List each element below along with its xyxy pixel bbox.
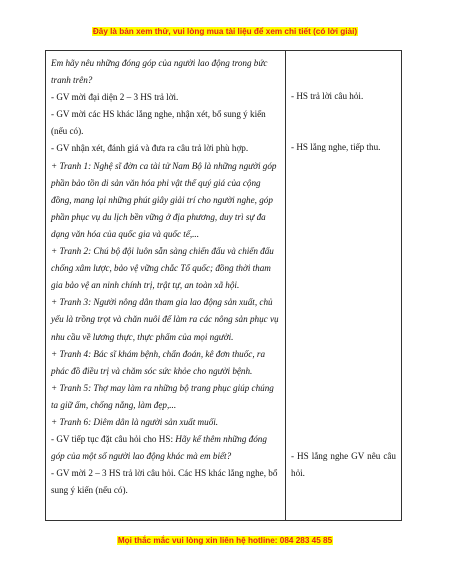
hotline-banner [0,536,450,545]
teacher-activities-column [46,51,286,520]
teacher-invite: - GV mời đại diện 2 – 3 HS trả lời. [51,92,179,103]
lesson-table [45,50,402,521]
preview-notice-banner [0,27,450,36]
picture-3-answer: + Tranh 3: Người nông dân tham gia lao động sản xuất, chủ yếu là trồng trọt và chăn nuôi để làm ra các nông sản phục vụ nhu cầu về lương thực, thực phẩm của mọi người. [51,297,279,342]
picture-4-answer: + Tranh 4: Bác sĩ khám bệnh, chẩn đoán, kê đơn thuốc, ra phác đồ điều trị và chăm sóc sức khỏe cho người bệnh. [51,348,266,376]
teacher-followup [51,431,281,465]
teacher-conclude: - GV nhận xét, đánh giá và đưa ra câu trả lời phù hợp. [51,143,249,154]
picture-6-answer: + Tranh 6: Diêm dân là người sản xuất muối. [51,416,219,427]
teacher-question: Em hãy nêu những đóng góp của người lao động trong bức tranh trên? [51,58,268,86]
student-listen: - HS lắng nghe, tiếp thu. [291,142,381,152]
hotline-text: Mọi thắc mắc vui lòng xin liên hệ hotline: 084 283 45 85 [117,536,333,545]
student-answer: - HS trả lời câu hỏi. [291,91,364,101]
followup-prefix: - GV tiếp tục đặt câu hỏi cho HS: [51,434,176,445]
teacher-invite-others: - GV mời các HS khác lắng nghe, nhận xét, bổ sung ý kiến (nếu có). [51,109,266,137]
student-listen-teacher: - HS lắng nghe GV nêu câu hỏi. [291,451,396,479]
picture-2-answer: + Tranh 2: Chú bộ đội luôn sẵn sàng chiến đấu và chiến đấu chống xâm lược, bảo vệ vững chắc Tổ quốc; đồng thời tham gia bảo vệ an ninh chính trị, trật tự, an toàn xã hội. [51,246,274,291]
followup-question: Hãy kể thêm những đóng góp của một số người lao động khác mà em biết? [51,434,267,462]
student-activities-column [286,51,401,520]
teacher-last-instruction: - GV mời 2 – 3 HS trả lời câu hỏi. Các HS khác lắng nghe, bổ sung ý kiến (nếu có). [51,468,278,496]
picture-5-answer: + Tranh 5: Thợ may làm ra những bộ trang phục giúp chúng ta giữ ấm, chống nắng, làm đẹp,... [51,382,274,410]
picture-1-answer: + Tranh 1: Nghệ sĩ đờn ca tài tử Nam Bộ là những người góp phần bảo tồn di sản văn hóa phi vật thể quý giá của cộng đồng, mang lại những phút giây giải trí cho người nghe, góp phần phục vụ du lịch bền vững ở địa phương, duy trì sự đa dạng văn hóa của quốc gia và quốc tế,... [51,160,277,239]
preview-notice-text: Đây là bản xem thử, vui lòng mua tài liệu để xem chi tiết (có lời giải) [92,27,358,36]
